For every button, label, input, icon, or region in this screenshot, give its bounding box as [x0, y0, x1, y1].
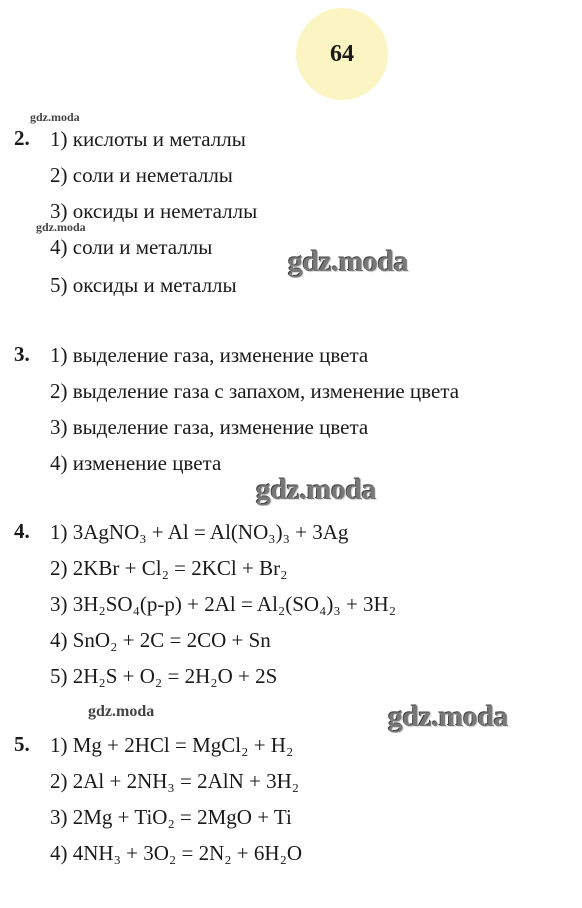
- watermark: gdz.moda: [288, 245, 409, 278]
- page-number: 64: [330, 40, 354, 67]
- equation-line: 4) 4NH₃ + 3O₂ = 2N₂ + 6H₂O: [50, 841, 303, 865]
- answer-line: 4) изменение цвета: [50, 451, 222, 475]
- answer-line: 5) оксиды и металлы: [50, 273, 237, 297]
- equation-line: 1) 3AgNO₃ + Al = Al(NO₃)₃ + 3Ag: [50, 520, 349, 544]
- answer-line: 4) соли и металлы: [50, 235, 213, 259]
- equation-line: 5) 2H₂S + O₂ = 2H₂O + 2S: [50, 664, 278, 688]
- equation-line: 1) Mg + 2HCl = MgCl₂ + H₂: [50, 733, 294, 757]
- page-number-badge: [296, 8, 388, 100]
- watermark: gdz.moda: [36, 220, 86, 234]
- answer-line: 2) выделение газа с запахом, изменение цвета: [50, 379, 460, 403]
- answer-line: 1) кислоты и металлы: [50, 127, 246, 151]
- equation-line: 4) SnO₂ + 2C = 2CO + Sn: [50, 628, 271, 652]
- task-number: 4.: [14, 519, 30, 543]
- answer-line: 3) оксиды и неметаллы: [50, 199, 258, 223]
- equation-line: 3) 3H₂SO₄(р-р) + 2Al = Al₂(SO₄)₃ + 3H₂: [50, 592, 397, 616]
- watermark: gdz.moda: [388, 700, 509, 733]
- equation-line: 2) 2KBr + Cl₂ = 2KCl + Br₂: [50, 556, 288, 580]
- watermark: gdz.moda: [88, 703, 155, 720]
- answer-line: 1) выделение газа, изменение цвета: [50, 343, 369, 367]
- watermark: gdz.moda: [256, 473, 377, 506]
- answer-line: 3) выделение газа, изменение цвета: [50, 415, 369, 439]
- equation-line: 3) 2Mg + TiO₂ = 2MgO + Ti: [50, 805, 292, 829]
- answer-line: 2) соли и неметаллы: [50, 163, 233, 187]
- task-number: 5.: [14, 732, 30, 756]
- task-number: 3.: [14, 342, 30, 366]
- equation-line: 2) 2Al + 2NH₃ = 2AlN + 3H₂: [50, 769, 300, 793]
- watermark: gdz.moda: [30, 110, 80, 124]
- task-number: 2.: [14, 126, 30, 150]
